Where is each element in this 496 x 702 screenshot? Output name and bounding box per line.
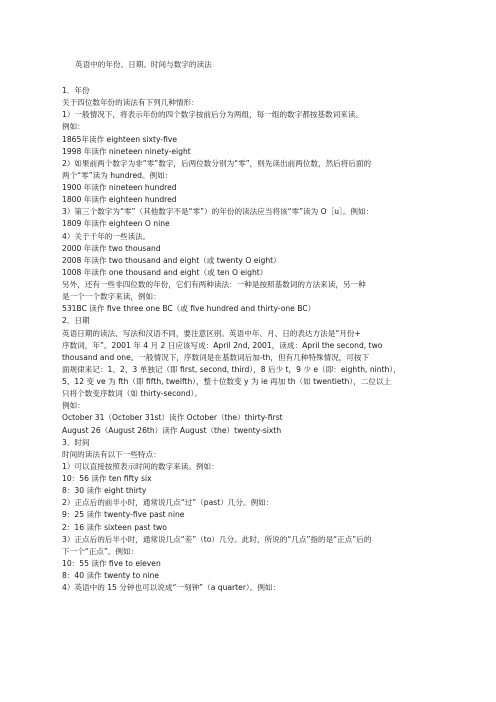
example-line: 1900 年读作 nineteen hundred [62,183,177,192]
example-line: 1800 年读作 eighteen hundred [62,195,177,205]
text-line: 英语日期的读法、写法和汉语不同，要注意区别。英语中年、月、日的表达方法是“月份+ [62,328,361,338]
text-line: 只将个数变序数词（如 thirty-second）。 [62,389,202,399]
text-line: 关于四位数年份的读法有下列几种情形： [62,98,199,108]
text-line: 2）如果前两个数字为非“零”数字，后两位数分别为“零”，则先读出前两位数，然后将后面的 [62,158,372,168]
section-heading-time: 3．时间 [62,437,90,447]
example-line: October 31（October 31st）读作 October（the）thirty-first [62,413,283,423]
text-line: 2）正点后的前半小时，通常说几点“过”（past）几分。例如： [62,498,274,508]
example-line: 2008 年读作 two thousand and eight（或 twenty O eight） [62,255,281,265]
example-line: 10：56 读作 ten fifty six [62,474,152,483]
example-line: 2000 年读作 two thousand [62,243,161,253]
example-line: 1809 年读作 eighteen O nine [62,219,170,229]
document-body [62,85,434,594]
text-line: 序数词，年”。2001 年 4 月 2 日应该写成：April 2nd, 2001，读成：April the second, two [62,340,383,350]
example-line: August 26（August 26th）读作 August（the）twenty-sixth [62,425,282,435]
text-line: 例如： [62,122,85,132]
text-line: 另外，还有一些非四位数的年份，它们有两种读法：一种是按照基数词的方法来读，另一种 [62,280,366,289]
example-line: 1008 年读作 one thousand and eight（或 ten O eight） [62,267,268,277]
text-line: 面规律来记：1、2、3 单独记（即 first, second, third），8 后少 t，9 少 e（即：eighth, ninth）， [62,364,401,374]
text-line: 5、12 变 ve 为 fth（即 fifth, twelfth），整十位数变 y 为 ie 再加 th（如 twentieth），二位以上 [62,377,392,386]
section-heading-year: 1．年份 [62,86,90,95]
document-title: 英语中的年份、日期、时间与数字的读法 [75,60,212,69]
example-line: 8：30 读作 eight thirty [62,486,147,496]
section-heading-date: 2．日期 [62,316,90,326]
example-line: 8：40 读作 twenty to nine [62,571,160,580]
example-line: 1865年读作 eighteen sixty-five [62,134,178,144]
example-line: 2：16 读作 sixteen past two [62,522,167,532]
text-line: thousand and one。一般情况下，序数词是在基数词后加-th，但有几种特殊情况，可按下 [62,352,370,362]
text-line: 例如： [62,401,85,411]
text-line: 是一个一个数字来读，例如： [62,292,161,302]
example-line: 1998 年读作 nineteen ninety-eight [62,146,191,156]
example-line: 531BC 读作 five three one BC（或 five hundred and thirty-one BC） [62,304,316,314]
text-line: 3）第三个数字为“零”（其他数字不是“零”）的年份的读法应当将该“零”读为 O［u］。例如： [62,207,374,217]
text-line: 4）关于千年的一些读法。 [62,231,151,241]
example-line: 9：25 读作 twenty-five past nine [62,510,185,520]
text-line: 下一个“正点”。例如： [62,546,139,556]
text-line: 1）一般情况下，将表示年份的四个数字按前后分为两组，每一组的数字都按基数词来读。 [62,110,363,120]
example-line: 10：55 读作 five to eleven [62,558,161,568]
text-line: 两个“零”读为 hundred。例如： [62,170,173,180]
text-line: 4）英语中的 15 分钟也可以说成“一刻钟”（a quarter）。例如： [62,583,281,593]
text-line: 3）正点后的后半小时，通常说几点“差”（to）几分。此时，所说的“几点”指的是“正点”后的 [62,534,372,544]
text-line: 1）可以直接按照表示时间的数字来读。例如： [62,461,219,471]
text-line: 时间的读法有以下一些特点： [62,449,161,459]
